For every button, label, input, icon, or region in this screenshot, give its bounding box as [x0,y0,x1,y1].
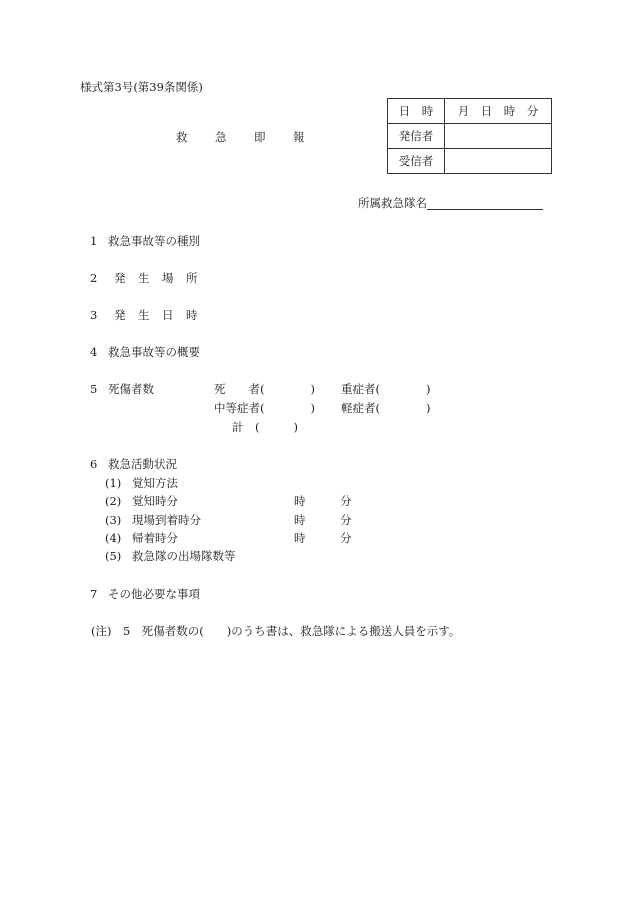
item-label: 覚知時分 [132,494,178,508]
title-char: 救 [176,130,188,144]
section-label: 死傷者数 [108,382,154,396]
section-char: 発 [114,271,126,285]
serious-label: 重症者( [341,382,380,396]
item-number: (5) [105,549,122,563]
section-label: 救急活動状況 [108,457,177,471]
section-4 [90,345,200,359]
section-number: 7 [90,587,98,601]
section-number: 5 [90,382,98,396]
section-char: 発 [114,308,126,322]
activity-item-4 [105,531,178,545]
record-table [387,98,552,174]
section-char: 時 [186,308,198,322]
section-label: 救急事故等の種別 [108,234,200,248]
section-number: 1 [90,234,98,248]
hour-label: 時 [294,531,306,545]
unit-name-line [358,196,543,210]
close-paren: ) [310,382,315,396]
casualty-serious [341,382,431,396]
section-1 [90,234,200,248]
form-id: 様式第3号(第39条関係) [80,80,203,94]
arrival-time [294,513,352,527]
title-char: 即 [254,130,266,144]
minute-label: 分 [340,513,352,527]
item-number: (3) [105,513,122,527]
close-paren: ) [310,401,315,415]
title-char: 報 [293,130,305,144]
item-number: (1) [105,476,122,490]
receiver-label: 受信者 [388,149,445,174]
section-6 [90,457,177,471]
dead-label: 死 者( [214,382,265,396]
item-label: 覚知方法 [132,476,178,490]
casualty-minor [341,401,431,415]
unit-name-field[interactable] [427,197,543,210]
moderate-label: 中等症者( [214,401,265,415]
sender-label: 発信者 [388,124,445,149]
sender-field[interactable] [445,124,552,149]
date-time-label: 日 時 [388,99,445,124]
section-7 [90,587,200,601]
item-label: 帰着時分 [132,531,178,545]
section-number: 6 [90,457,98,471]
activity-item-2 [105,494,178,508]
activity-item-5 [105,549,236,563]
activity-item-3 [105,513,201,527]
total-label: 計 ( [232,420,260,434]
close-paren: ) [293,420,298,434]
item-label: 救急隊の出場隊数等 [132,549,236,563]
section-char: 生 [138,308,150,322]
activity-item-1 [105,476,178,490]
hour-label: 時 [294,494,306,508]
document-title [176,130,332,144]
hour-label: 時 [294,513,306,527]
close-paren: ) [426,382,431,396]
minor-label: 軽症者( [341,401,380,415]
awareness-time [294,494,352,508]
section-2 [90,271,210,285]
section-char: 場 [162,271,174,285]
receiver-field[interactable] [445,149,552,174]
item-number: (2) [105,494,122,508]
section-label: その他必要な事項 [108,587,200,601]
date-time-value: 月 日 時 分 [445,99,552,124]
casualty-moderate [214,401,315,415]
casualty-total [232,420,298,434]
casualty-dead [214,382,315,396]
item-label: 現場到着時分 [132,513,201,527]
section-char: 日 [162,308,174,322]
title-char: 急 [215,130,227,144]
section-number: 3 [90,308,98,322]
footnote: (注) 5 死傷者数の( )のうち書は、救急隊による搬送人員を示す。 [91,624,461,638]
return-time [294,531,352,545]
section-number: 2 [90,271,98,285]
section-label: 救急事故等の概要 [108,345,200,359]
unit-name-label: 所属救急隊名 [358,196,427,210]
section-char: 生 [138,271,150,285]
section-3 [90,308,210,322]
minute-label: 分 [340,494,352,508]
section-char: 所 [186,271,198,285]
section-5 [90,382,154,396]
close-paren: ) [426,401,431,415]
minute-label: 分 [340,531,352,545]
item-number: (4) [105,531,122,545]
section-number: 4 [90,345,98,359]
